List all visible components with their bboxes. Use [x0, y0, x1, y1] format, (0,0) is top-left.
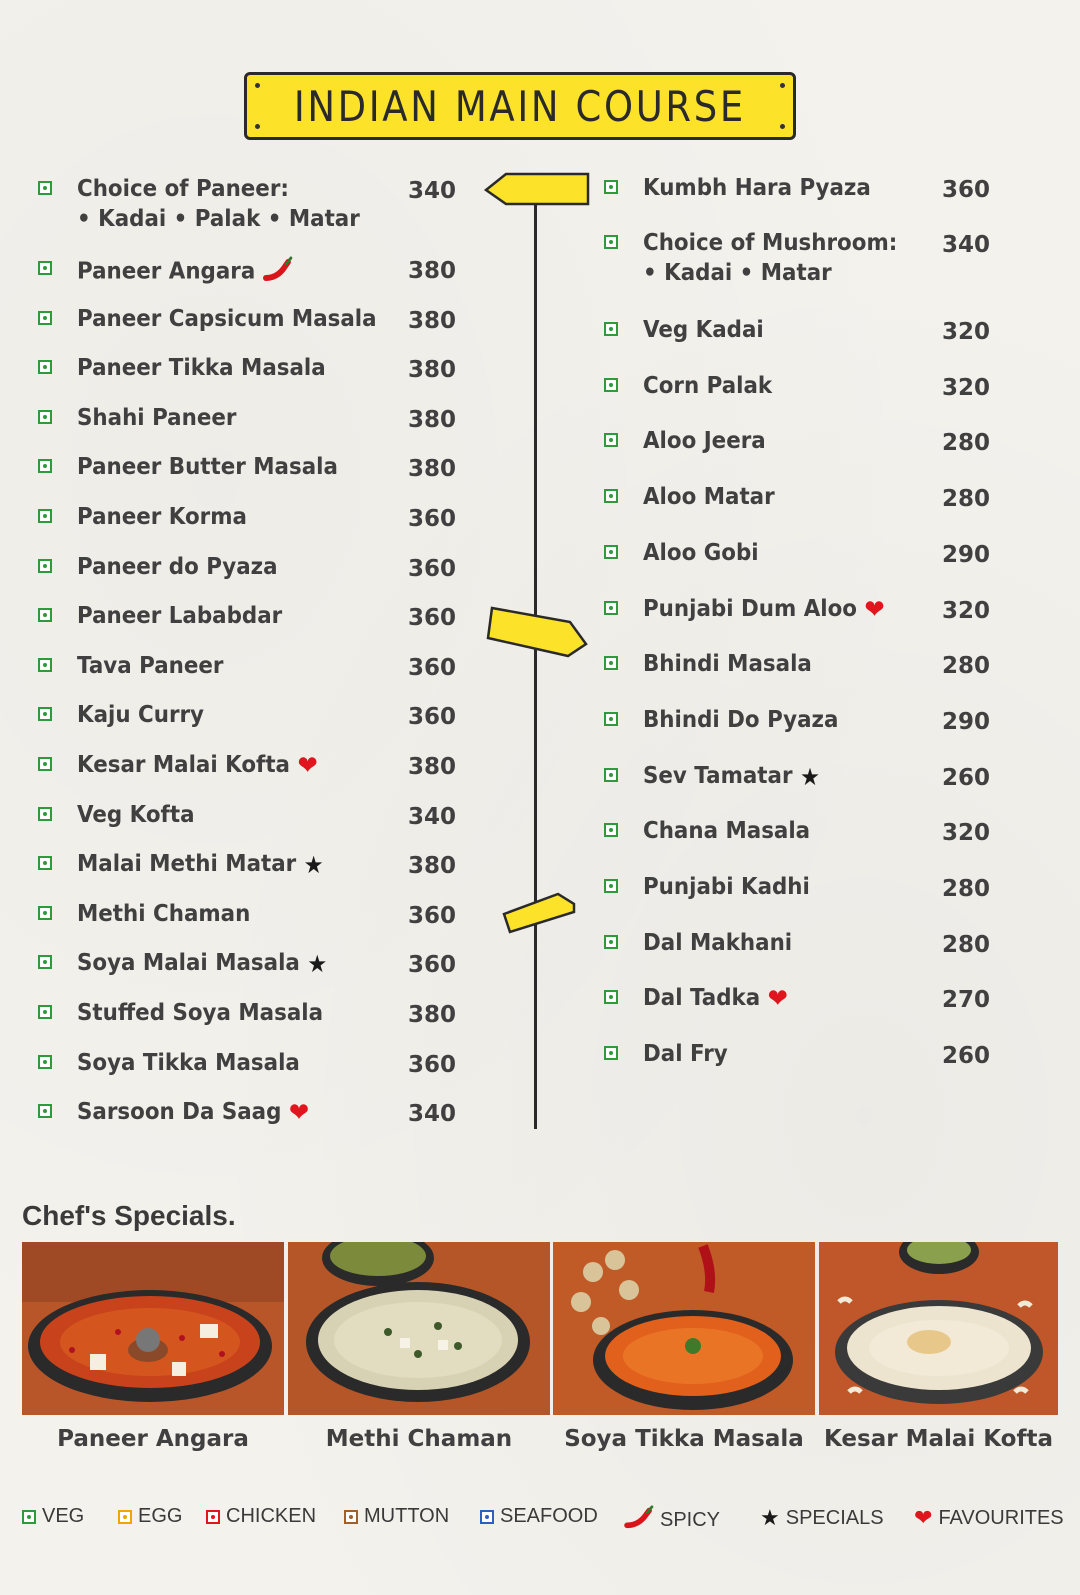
menu-item-name-text: Soya Malai Masala — [77, 950, 300, 976]
menu-item-name-text: Kumbh Hara Pyaza — [643, 175, 871, 201]
menu-item — [604, 428, 1002, 462]
menu-item-name-text: Bhindi Masala — [643, 651, 812, 677]
menu-item-name — [77, 405, 236, 431]
veg-indicator-icon — [38, 955, 52, 969]
menu-item-name-text: Malai Methi Matar — [77, 851, 297, 877]
menu-item-price: 380 — [408, 308, 457, 334]
veg-indicator-icon — [604, 235, 618, 249]
rivet — [780, 83, 785, 88]
legend-box-icon — [206, 1510, 220, 1524]
menu-item-price: 280 — [942, 653, 991, 679]
veg-indicator-icon — [38, 410, 52, 424]
menu-item-name-text: Methi Chaman — [77, 901, 251, 927]
legend-box-icon — [22, 1510, 36, 1524]
legend-item — [22, 1505, 84, 1528]
rivet — [255, 83, 260, 88]
menu-item-price: 280 — [942, 932, 991, 958]
menu-item-price: 290 — [942, 542, 991, 568]
favourite-heart-icon: ❤ — [767, 983, 788, 1014]
veg-indicator-icon — [604, 990, 618, 1004]
dish-photo-kesar-malai-kofta — [819, 1242, 1058, 1415]
legend-label: SPICY — [660, 1508, 721, 1531]
menu-item-name-text: Dal Fry — [643, 1041, 728, 1067]
menu-item — [604, 763, 1002, 797]
legend-item — [344, 1505, 449, 1528]
menu-item-name-text: Tava Paneer — [77, 653, 224, 679]
menu-item-price: 380 — [408, 1002, 457, 1028]
veg-indicator-icon — [604, 489, 618, 503]
legend-label: SEAFOOD — [500, 1505, 598, 1527]
menu-item-options: • Kadai • Matar — [643, 260, 832, 286]
menu-item-name — [643, 985, 788, 1012]
menu-item-name-text: Sarsoon Da Saag — [77, 1099, 282, 1125]
veg-indicator-icon — [604, 322, 618, 336]
menu-item-price: 260 — [942, 765, 991, 791]
legend-label: CHICKEN — [226, 1505, 317, 1527]
menu-item — [38, 504, 468, 538]
menu-item — [604, 175, 1002, 209]
legend-star-icon: ★ — [760, 1505, 780, 1530]
veg-indicator-icon — [38, 1104, 52, 1118]
veg-indicator-icon — [38, 181, 52, 195]
menu-item-name-text: Aloo Jeera — [643, 428, 766, 454]
menu-item-name — [77, 256, 292, 288]
menu-item-name — [643, 707, 838, 733]
menu-item — [38, 752, 468, 786]
menu-item — [604, 818, 1002, 852]
menu-item-name — [643, 317, 764, 343]
legend-item — [118, 1505, 182, 1528]
veg-indicator-icon — [604, 712, 618, 726]
menu-item — [604, 373, 1002, 407]
menu-item-name — [77, 176, 289, 202]
menu-item — [38, 1000, 468, 1034]
special-star-icon: ★ — [303, 850, 324, 879]
menu-item-name — [643, 175, 871, 201]
menu-item-name-text: Punjabi Dum Aloo — [643, 596, 857, 622]
spicy-chili-icon — [263, 256, 293, 288]
menu-item-price: 280 — [942, 876, 991, 902]
veg-indicator-icon — [38, 459, 52, 473]
menu-item-price: 280 — [942, 486, 991, 512]
veg-indicator-icon — [604, 879, 618, 893]
veg-indicator-icon — [38, 707, 52, 721]
veg-indicator-icon — [38, 509, 52, 523]
menu-item — [604, 707, 1002, 741]
legend-item — [624, 1505, 720, 1535]
menu-item-price: 380 — [408, 754, 457, 780]
menu-item-name — [77, 950, 327, 976]
menu-item — [38, 554, 468, 588]
legend-label: EGG — [138, 1505, 183, 1527]
veg-indicator-icon — [604, 433, 618, 447]
veg-indicator-icon — [38, 658, 52, 672]
veg-indicator-icon — [604, 935, 618, 949]
menu-item-price: 380 — [408, 357, 457, 383]
menu-item-name-text: Aloo Matar — [643, 484, 775, 510]
legend-chili-icon — [624, 1505, 654, 1535]
menu-item — [38, 454, 468, 488]
menu-item-name-text: Aloo Gobi — [643, 540, 759, 566]
menu-item — [38, 306, 468, 340]
chefs-specials-heading: Chef's Specials. — [22, 1200, 236, 1231]
menu-item — [604, 484, 1002, 518]
legend-heart-icon: ❤ — [914, 1505, 933, 1530]
menu-item-price: 360 — [408, 506, 457, 532]
menu-item — [38, 802, 468, 836]
menu-item-name-text: Choice of Paneer: — [77, 176, 289, 202]
favourite-heart-icon: ❤ — [864, 594, 885, 625]
signpost-arrow-left — [484, 170, 594, 214]
veg-indicator-icon — [38, 1005, 52, 1019]
menu-item-name — [643, 651, 812, 677]
menu-item-price: 340 — [408, 1101, 457, 1127]
legend-label: FAVOURITES — [938, 1506, 1064, 1529]
favourite-heart-icon: ❤ — [297, 750, 318, 781]
menu-item-price: 360 — [408, 1052, 457, 1078]
rivet — [780, 124, 785, 129]
veg-indicator-icon — [38, 360, 52, 374]
menu-item — [604, 317, 1002, 351]
menu-item — [38, 653, 468, 687]
menu-item-name-text: Soya Tikka Masala — [77, 1050, 300, 1076]
menu-item-name — [77, 1000, 323, 1026]
veg-indicator-icon — [38, 559, 52, 573]
legend-label: VEG — [42, 1505, 85, 1527]
menu-item-price: 360 — [408, 655, 457, 681]
menu-item-name — [77, 702, 204, 728]
menu-item-name — [643, 596, 885, 623]
menu-item-name — [643, 540, 759, 566]
menu-item — [38, 901, 468, 935]
menu-item-name-text: Paneer do Pyaza — [77, 554, 278, 580]
menu-item-name-text: Veg Kadai — [643, 317, 764, 343]
menu-item-name-text: Dal Makhani — [643, 930, 793, 956]
veg-indicator-icon — [38, 311, 52, 325]
menu-item-name — [77, 454, 338, 480]
legend-label: SPECIALS — [785, 1506, 884, 1529]
menu-item-name-text: Paneer Tikka Masala — [77, 355, 326, 381]
menu-item-name-text: Paneer Capsicum Masala — [77, 306, 377, 332]
menu-item-price: 320 — [942, 375, 991, 401]
menu-item-name — [643, 373, 772, 399]
veg-indicator-icon — [38, 1055, 52, 1069]
menu-item-price: 360 — [408, 903, 457, 929]
menu-item — [604, 985, 1002, 1019]
veg-indicator-icon — [604, 1046, 618, 1060]
special-star-icon: ★ — [799, 762, 820, 791]
veg-indicator-icon — [38, 807, 52, 821]
dish-caption: Soya Tikka Masala — [564, 1426, 804, 1452]
menu-item-price: 280 — [942, 430, 991, 456]
menu-item-name — [77, 851, 324, 877]
menu-item-name-text: Sev Tamatar — [643, 763, 793, 789]
menu-item-name — [77, 901, 250, 927]
menu-item-name — [643, 930, 792, 956]
menu-item-price: 320 — [942, 820, 991, 846]
veg-indicator-icon — [604, 656, 618, 670]
dish-photo-soya-tikka-masala — [553, 1242, 815, 1415]
page-title: INDIAN MAIN COURSE — [293, 81, 747, 131]
veg-indicator-icon — [38, 906, 52, 920]
veg-indicator-icon — [604, 378, 618, 392]
menu-item-name-text: Paneer Butter Masala — [77, 454, 338, 480]
menu-item-name — [77, 603, 282, 629]
veg-indicator-icon — [604, 768, 618, 782]
menu-item-price: 360 — [942, 177, 991, 203]
veg-indicator-icon — [604, 823, 618, 837]
legend-item — [760, 1505, 884, 1531]
menu-item-name — [643, 428, 766, 454]
menu-item-price: 260 — [942, 1043, 991, 1069]
menu-title-sign — [244, 72, 796, 140]
veg-indicator-icon — [38, 757, 52, 771]
menu-item-price: 360 — [408, 556, 457, 582]
menu-item-price: 360 — [408, 605, 457, 631]
rivet — [255, 124, 260, 129]
menu-item-name — [77, 752, 318, 779]
dish-caption: Methi Chaman — [325, 1426, 513, 1452]
menu-item-name — [77, 1099, 309, 1126]
legend-box-icon — [480, 1510, 494, 1524]
menu-item — [38, 702, 468, 736]
menu-item — [604, 874, 1002, 908]
dish-photo-methi-chaman — [288, 1242, 550, 1415]
menu-item — [38, 405, 468, 439]
veg-indicator-icon — [38, 856, 52, 870]
dish-caption: Kesar Malai Kofta — [823, 1426, 1054, 1452]
legend-label: MUTTON — [364, 1505, 450, 1527]
menu-item-name — [77, 306, 377, 332]
menu-item-price: 380 — [408, 407, 457, 433]
menu-item-name — [77, 504, 247, 530]
signpost-arrow-small — [500, 890, 580, 938]
menu-item-name — [643, 763, 820, 789]
menu-item-price: 340 — [942, 232, 991, 258]
menu-item — [38, 950, 468, 984]
legend-box-icon — [118, 1510, 132, 1524]
menu-item-name — [77, 1050, 300, 1076]
menu-item-name-text: Punjabi Kadhi — [643, 874, 810, 900]
menu-item-name — [77, 653, 223, 679]
menu-item-name-text: Shahi Paneer — [77, 405, 237, 431]
menu-item-name-text: Veg Kofta — [77, 802, 195, 828]
legend — [22, 1505, 1070, 1535]
menu-item-price: 290 — [942, 709, 991, 735]
veg-indicator-icon — [38, 261, 52, 275]
menu-item-name — [77, 355, 326, 381]
veg-indicator-icon — [604, 601, 618, 615]
menu-item-name-text: Paneer Lababdar — [77, 603, 283, 629]
menu-item-name-text: Dal Tadka — [643, 985, 761, 1011]
menu-item-price: 320 — [942, 319, 991, 345]
menu-item-name-text: Corn Palak — [643, 373, 773, 399]
menu-item — [38, 355, 468, 389]
menu-item — [604, 1041, 1002, 1075]
menu-item — [604, 596, 1002, 630]
menu-item-options: • Kadai • Palak • Matar — [77, 206, 360, 232]
menu-item-price: 340 — [408, 804, 457, 830]
menu-item-name-text: Chana Masala — [643, 818, 811, 844]
veg-indicator-icon — [604, 180, 618, 194]
menu-item-price: 320 — [942, 598, 991, 624]
menu-item-name — [643, 1041, 728, 1067]
menu-item-price: 380 — [408, 853, 457, 879]
legend-item — [480, 1505, 598, 1528]
menu-item-price: 360 — [408, 704, 457, 730]
menu-item-name — [643, 874, 810, 900]
menu-item — [38, 1050, 468, 1084]
menu-item — [38, 176, 468, 232]
menu-item-name-text: Kaju Curry — [77, 702, 204, 728]
veg-indicator-icon — [38, 608, 52, 622]
menu-item — [604, 930, 1002, 964]
menu-item — [38, 1099, 468, 1133]
menu-item — [604, 651, 1002, 685]
menu-item — [604, 540, 1002, 574]
menu-item-name — [643, 484, 775, 510]
special-star-icon: ★ — [307, 949, 328, 978]
menu-item-price: 360 — [408, 952, 457, 978]
menu-item — [38, 603, 468, 637]
legend-box-icon — [344, 1510, 358, 1524]
menu-item-name-text: Choice of Mushroom: — [643, 230, 898, 256]
menu-item — [604, 230, 1002, 286]
menu-item-price: 380 — [408, 258, 457, 284]
menu-item-price: 380 — [408, 456, 457, 482]
menu-item-name-text: Kesar Malai Kofta — [77, 752, 290, 778]
menu-item-name-text: Bhindi Do Pyaza — [643, 707, 839, 733]
menu-item — [38, 256, 468, 290]
menu-item-name — [77, 802, 195, 828]
menu-item-name-text: Paneer Korma — [77, 504, 247, 530]
menu-item-price: 270 — [942, 987, 991, 1013]
dish-caption: Paneer Angara — [57, 1426, 249, 1452]
menu-item-name — [643, 818, 810, 844]
menu-item-price: 340 — [408, 178, 457, 204]
dish-photo-paneer-angara — [22, 1242, 284, 1415]
legend-item — [914, 1505, 1064, 1531]
menu-item-name-text: Stuffed Soya Masala — [77, 1000, 324, 1026]
signpost-arrow-right — [486, 604, 592, 664]
menu-item-name — [643, 230, 897, 256]
favourite-heart-icon: ❤ — [288, 1097, 310, 1128]
menu-item-name — [77, 554, 278, 580]
menu-item-name-text: Paneer Angara — [77, 258, 256, 285]
legend-item — [206, 1505, 316, 1528]
menu-item — [38, 851, 468, 885]
veg-indicator-icon — [604, 545, 618, 559]
